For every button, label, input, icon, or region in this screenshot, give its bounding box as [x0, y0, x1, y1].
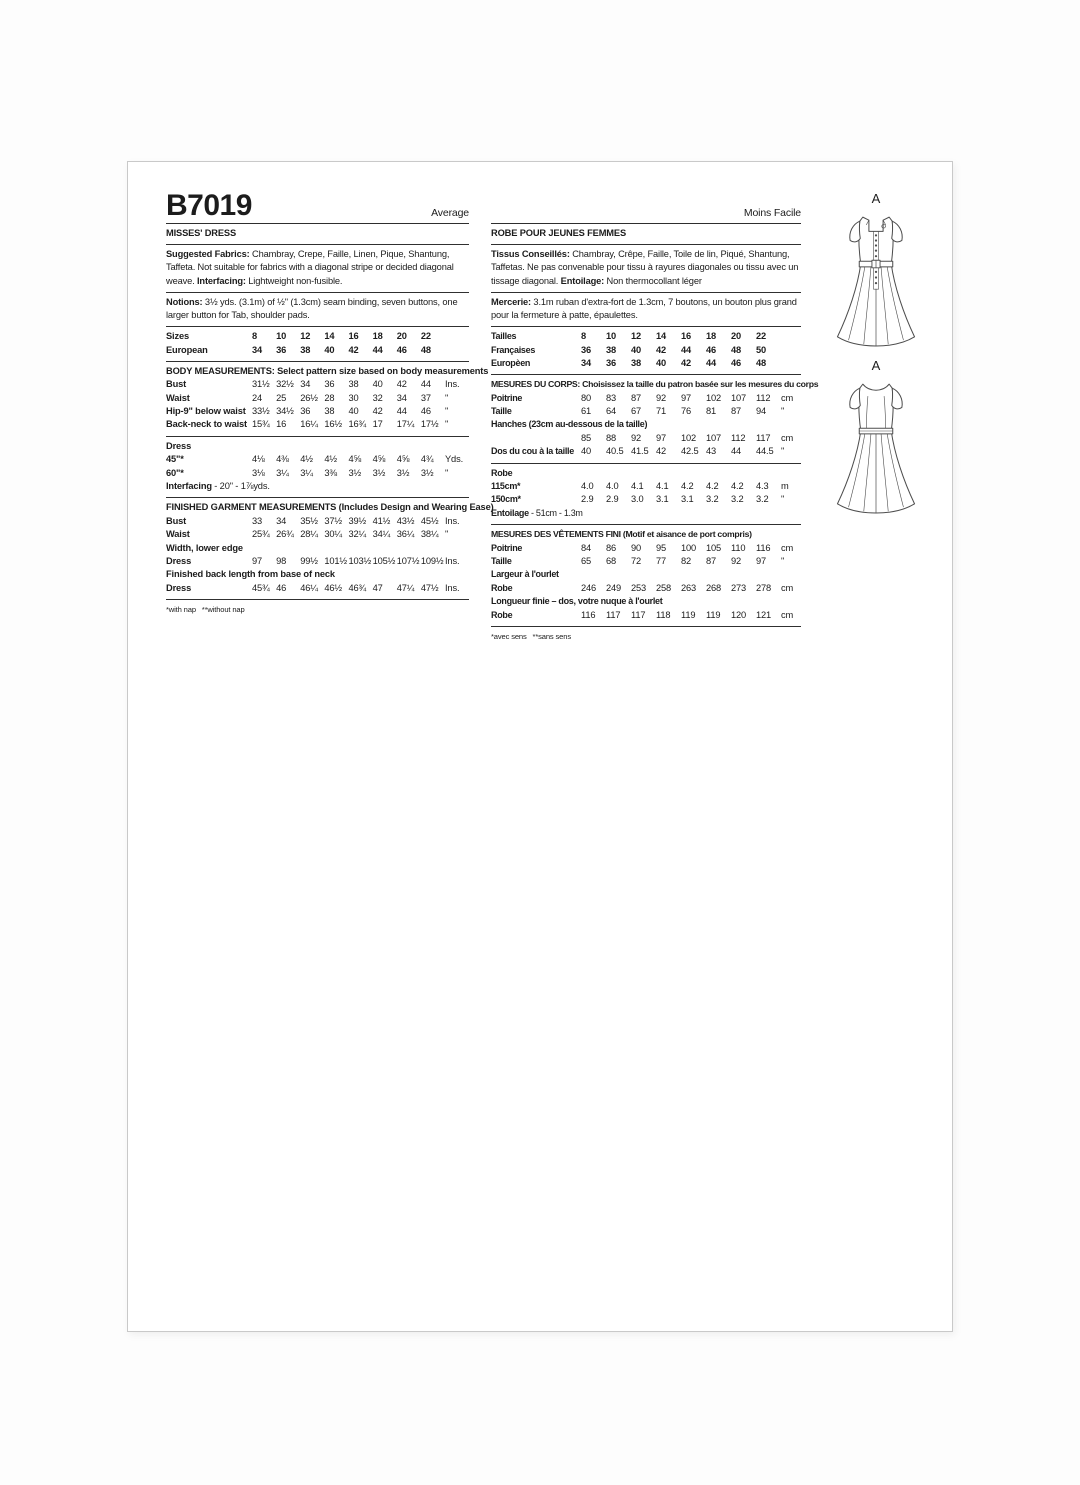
table-row: Largeur à l'ourlet: [491, 569, 559, 580]
table-row: Dress 45¾ 46 46¼ 46½ 46¾ 47 47¼ 47½ Ins.: [166, 582, 460, 593]
table-row: Tailles 8 10 12 14 16 18 20 22: [491, 331, 767, 342]
table-row: Bust 31½ 32½ 34 36 38 40 42 44 Ins.: [166, 379, 460, 390]
difficulty-en: Average: [431, 206, 469, 219]
french-column: [491, 190, 819, 641]
table-row: Poitrine 80 83 87 92 97 102 107 112 cm: [491, 392, 794, 403]
finished-measurements-section-en: [166, 498, 494, 599]
interfacing-label-en: Interfacing:: [197, 275, 246, 286]
footnote-fr: *avec sens **sans sens: [491, 626, 801, 643]
table-row: Hip-9" below waist 33½ 34½ 36 38 40 42 44 46 ": [166, 406, 449, 417]
yardage-table-en: [166, 440, 469, 494]
yardage-section-fr: [491, 464, 801, 526]
pattern-number: B7019: [166, 189, 252, 222]
table-row: Interfacing - 20" - 1⅞yds.: [166, 481, 270, 492]
interfacing-text-en: Lightweight non-fusible.: [245, 275, 343, 286]
table-row: Waist 24 25 26½ 28 30 32 34 37 ": [166, 392, 449, 403]
interfacing-text-fr: Non thermocollant léger: [604, 275, 702, 286]
view-a-label-front: A: [871, 191, 881, 206]
finished-measurements-table-fr: [491, 542, 801, 622]
table-row: 60"* 3⅛ 3¼ 3¼ 3⅜ 3½ 3½ 3½ 3½ ": [166, 467, 449, 478]
table-row: Robe: [491, 467, 513, 478]
pattern-envelope-back: [127, 161, 953, 1332]
table-row: 85 88 92 97 102 107 112 117 cm: [581, 432, 794, 443]
footnote-en: *with nap **without nap: [166, 599, 469, 616]
table-row: Robe 116 117 117 118 119 119 120 121 cm: [491, 609, 794, 620]
notions-label: Notions:: [166, 296, 203, 307]
mesures-corps-table: [491, 392, 801, 459]
english-column: [166, 189, 494, 615]
finished-measurements-table-en: [166, 515, 469, 595]
fabrics-paragraph-en: [166, 248, 469, 288]
fabrics-text-en: Chambray, Crepe, Faille, Linen, Pique, Shantung, Taffeta. Not suitable for fabrics with a diagonal stripe or decided diagonal weave.: [166, 249, 454, 286]
table-row: Robe 246 249 253 258 263 268 273 278 cm: [491, 582, 794, 593]
body-measurements-section: [166, 362, 489, 437]
mercerie-section: [491, 293, 801, 327]
sizes-section-fr: [491, 327, 801, 375]
table-row: Finished back length from base of neck: [166, 569, 335, 580]
tissus-section: [491, 245, 801, 293]
table-row: Width, lower edge: [166, 542, 243, 553]
mesures-corps-header: MESURES DU CORPS: Choisissez la taille du patron basée sur les mesures du corps: [491, 379, 819, 390]
header-left: [166, 190, 469, 224]
dress-front-figure: [829, 192, 923, 347]
title-section-fr: [491, 224, 801, 245]
table-row: Françaises 36 38 40 42 44 46 48 50: [491, 344, 767, 355]
title-section-en: [166, 224, 469, 245]
table-row: Taille 65 68 72 77 82 87 92 97 ": [491, 555, 785, 566]
table-row: Back-neck to waist 15¾ 16 16¼ 16½ 16¾ 17 17¼ 17½ ": [166, 419, 449, 430]
mesures-corps-section: [491, 375, 819, 463]
interfacing-label-fr: Entoilage:: [560, 275, 605, 286]
table-row: Europèen 34 36 38 40 42 44 46 48: [491, 358, 767, 369]
finished-measurements-section-fr: [491, 525, 801, 626]
fabrics-label-fr: Tissus Conseillés:: [491, 249, 570, 260]
table-row: Taille 61 64 67 71 76 81 87 94 ": [491, 406, 785, 417]
table-row: European 34 36 38 40 42 44 46 48: [166, 344, 431, 355]
finished-measurements-header-fr: MESURES DES VÊTEMENTS FINI (Motif et aisance de port compris): [491, 529, 752, 540]
notions-text: 3½ yds. (3.1m) of ½" (1.3cm) seam binding, seven buttons, one larger button for Tab, shoulder pads.: [166, 296, 458, 321]
dress-front-illustration: [829, 209, 923, 347]
sizes-table-en: [166, 330, 469, 357]
header-right: [491, 190, 801, 224]
yardage-section-en: [166, 437, 469, 499]
dress-back-figure: [829, 359, 923, 514]
mercerie-paragraph: [491, 296, 801, 322]
table-row: Sizes 8 10 12 14 16 18 20 22: [166, 331, 431, 342]
table-row: Entoilage - 51cm - 1.3m: [491, 507, 583, 518]
notions-section: [166, 293, 469, 327]
table-row: Longueur finie – dos, votre nuque à l'ourlet: [491, 596, 663, 607]
table-row: 45"* 4⅛ 4⅜ 4½ 4½ 4⅝ 4⅝ 4⅝ 4¾ Yds.: [166, 454, 464, 465]
table-row: Dress 97 98 99½ 101½ 103½ 105½ 107½ 109½ Ins.: [166, 555, 460, 566]
table-row: Poitrine 84 86 90 95 100 105 110 116 cm: [491, 542, 794, 553]
sizes-table-fr: [491, 330, 801, 370]
view-a-label-back: A: [871, 358, 881, 373]
suggested-fabrics-section: [166, 245, 469, 293]
table-row: 150cm* 2.9 2.9 3.0 3.1 3.1 3.2 3.2 3.2 ": [491, 494, 785, 505]
sizes-section-en: [166, 327, 469, 362]
finished-measurements-header-en: FINISHED GARMENT MEASUREMENTS (Includes Design and Wearing Ease): [166, 502, 494, 513]
table-row: Dress: [166, 440, 192, 451]
body-measurements-table: [166, 378, 469, 432]
fabrics-paragraph-fr: [491, 248, 801, 288]
body-measurements-header: BODY MEASUREMENTS: Select pattern size based on body measurements: [166, 366, 489, 377]
mercerie-label: Mercerie:: [491, 296, 531, 307]
dress-back-illustration: [829, 376, 923, 514]
table-row: Hanches (23cm au-dessous de la taille): [491, 419, 648, 430]
difficulty-fr: Moins Facile: [743, 206, 801, 219]
table-row: 115cm* 4.0 4.0 4.1 4.1 4.2 4.2 4.2 4.3 m: [491, 481, 789, 492]
garment-title-fr: ROBE POUR JEUNES FEMMES: [491, 228, 626, 238]
notions-paragraph: [166, 296, 469, 322]
mercerie-text: 3.1m ruban d'extra-fort de 1.3cm, 7 boutons, un bouton plus grand pour la fermeture à patte, épaulettes.: [491, 296, 797, 321]
illustration-column: [812, 192, 940, 514]
fabrics-text-fr: Chambray, Crêpe, Faille, Toile de lin, Piqué, Shantung, Taffetas. Ne pas convenable pour tissu à rayures diagonales ou tissu avec un tissage diagonal.: [491, 249, 799, 286]
table-row: Waist 25¾ 26¾ 28¼ 30¼ 32¼ 34¼ 36¼ 38¼ ": [166, 529, 449, 540]
yardage-table-fr: [491, 467, 801, 521]
garment-title-en: MISSES' DRESS: [166, 228, 237, 238]
table-row: Dos du cou à la taille 40 40.5 41.5 42 42.5 43 44 44.5 ": [491, 446, 785, 457]
table-row: Bust 33 34 35½ 37½ 39½ 41½ 43½ 45½ Ins.: [166, 515, 460, 526]
fabrics-label-en: Suggested Fabrics:: [166, 249, 250, 260]
